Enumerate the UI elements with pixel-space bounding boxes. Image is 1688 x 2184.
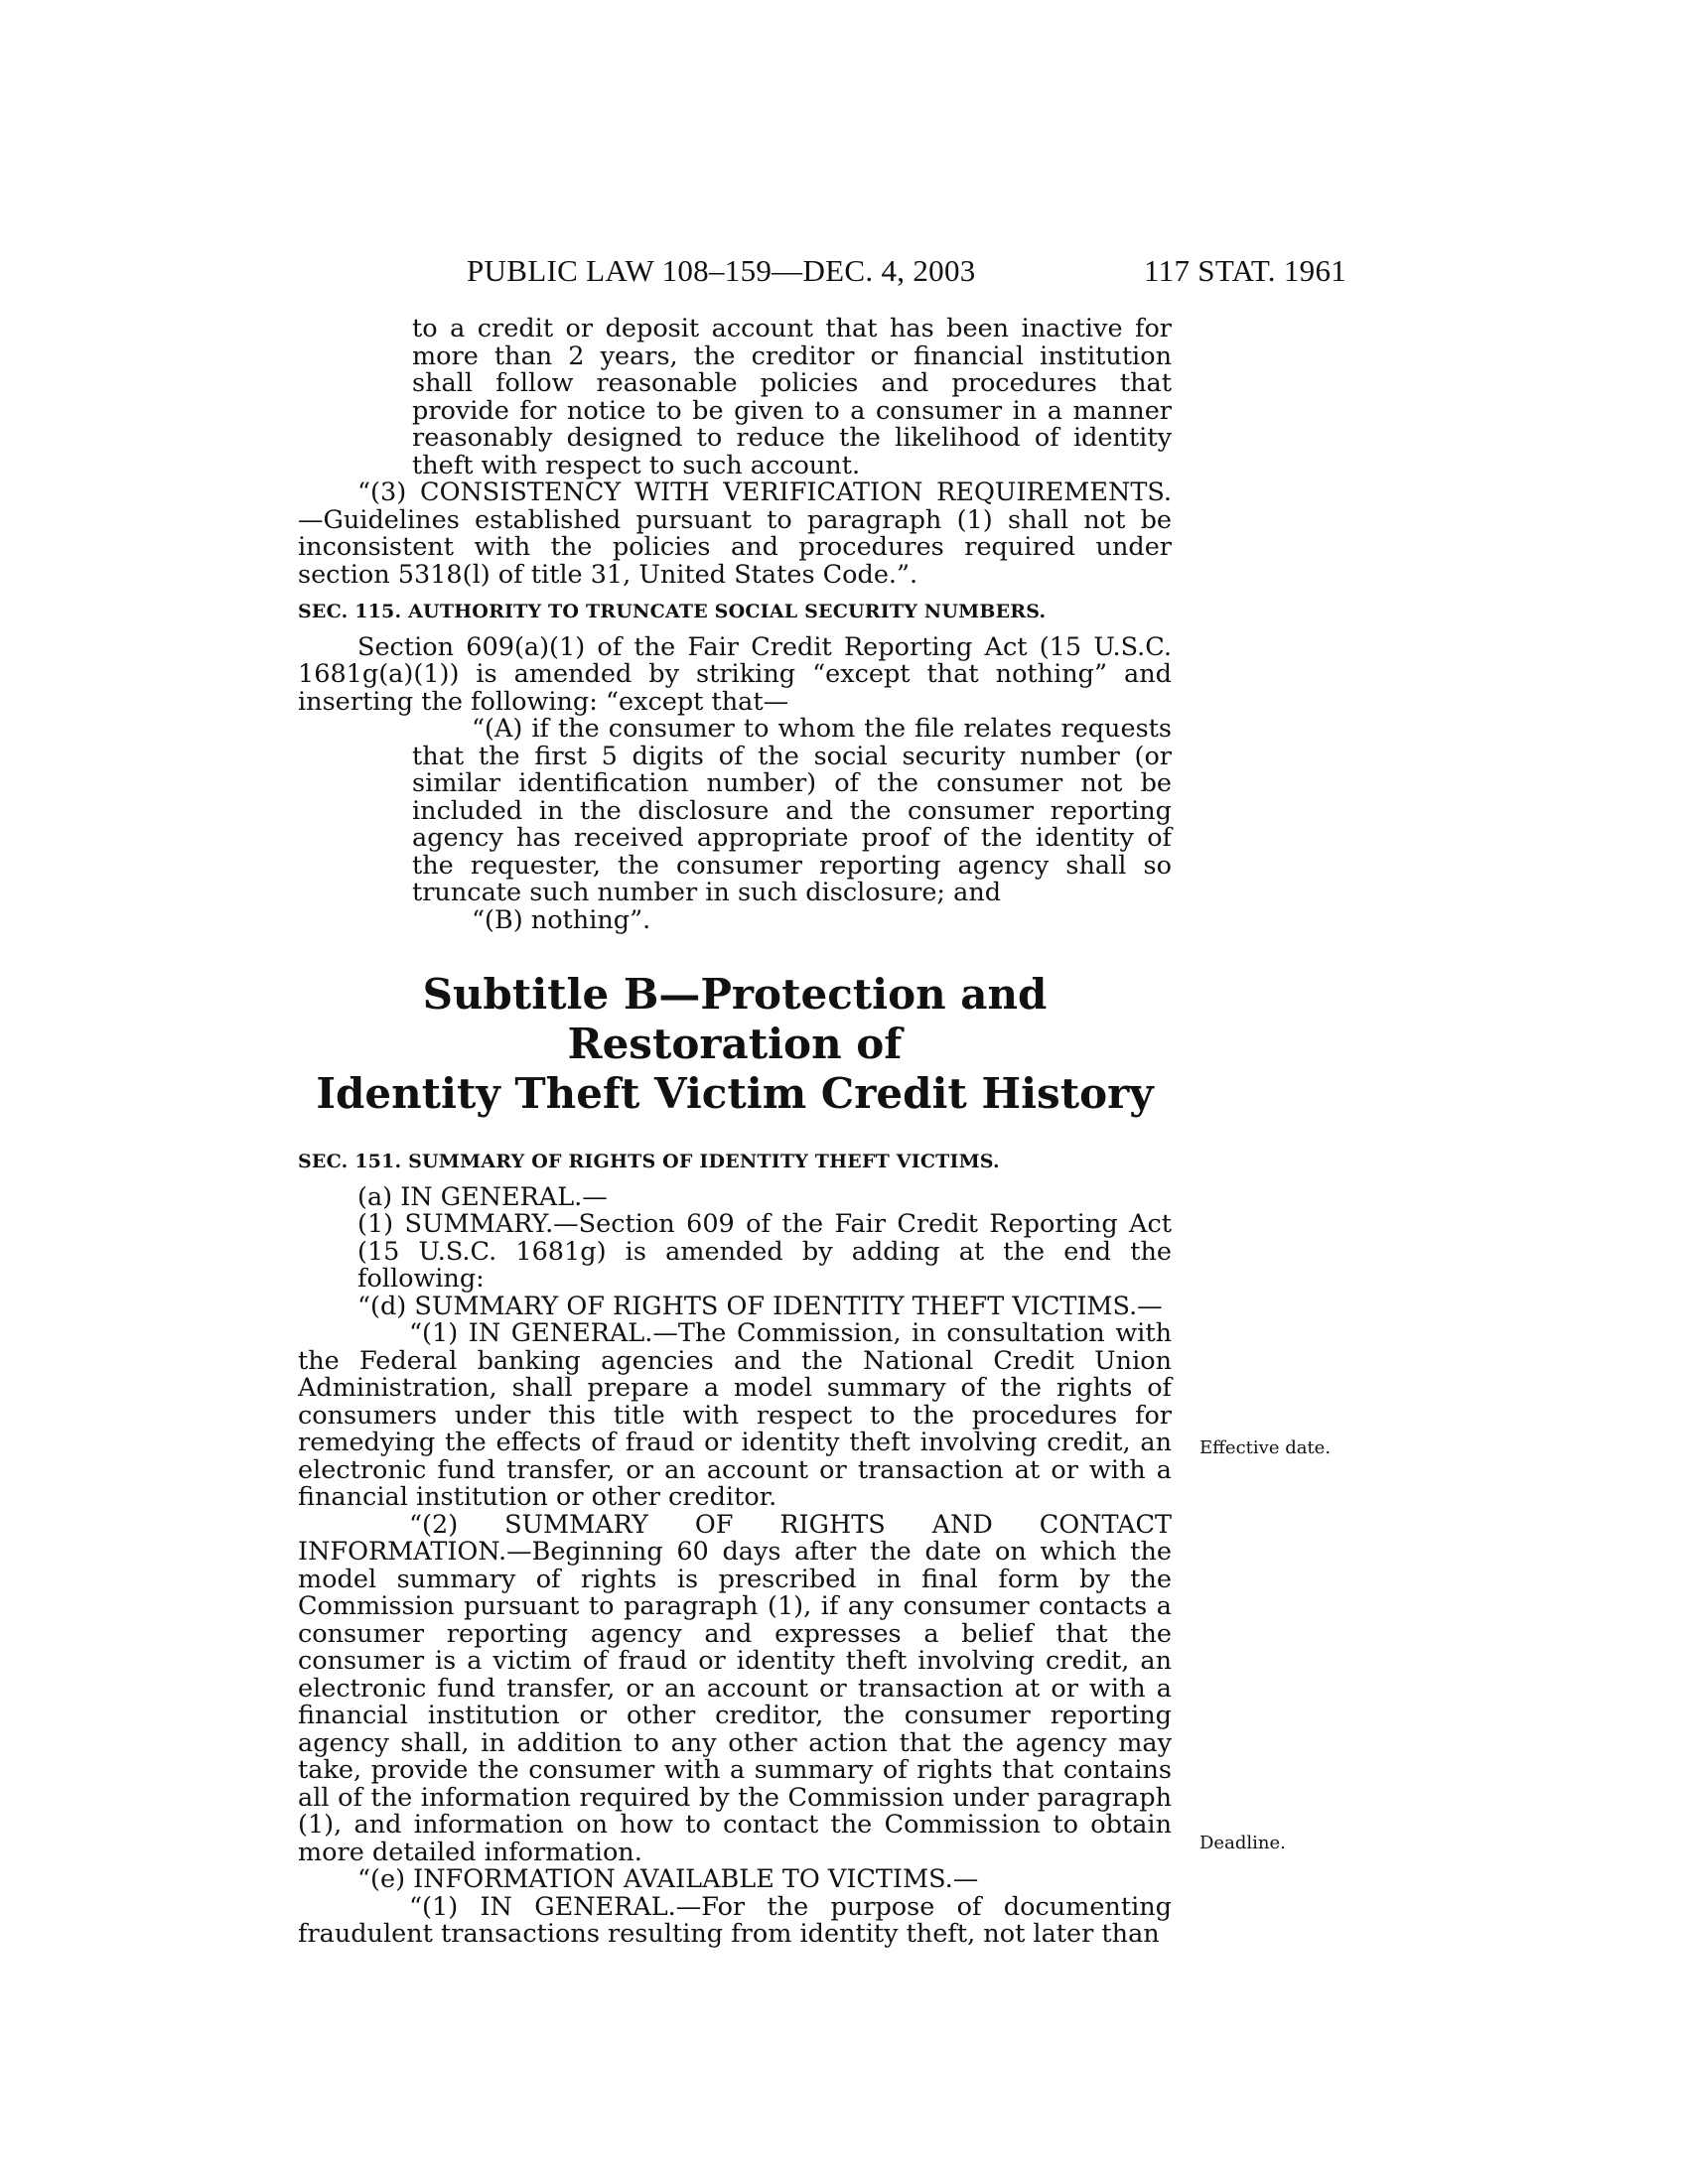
- running-head: [0, 251, 1688, 291]
- paragraph-in-general-e1: “(1) IN GENERAL.—For the purpose of documenting fraudulent transactions resulting from identity theft, not later than: [298, 1891, 1172, 1949]
- paragraph-summary-d: “(d) SUMMARY OF RIGHTS OF IDENTITY THEFT VICTIMS.—: [357, 1291, 1163, 1321]
- body-text: [298, 316, 1172, 1949]
- paragraph-clause-b: “(B) nothing”.: [472, 904, 651, 935]
- paragraph-information-e: “(e) INFORMATION AVAILABLE TO VICTIMS.—: [357, 1864, 979, 1894]
- margin-note-deadline: Deadline.: [1199, 1833, 1286, 1853]
- paragraph-consistency: “(3) CONSISTENCY WITH VERIFICATION REQUIREMENTS.—Guidelines established pursuant to paragraph (1) shall not be inconsistent with the policies and procedures required under section 5318(l) of title 31, United States Code.”.: [298, 478, 1172, 590]
- subtitle-heading: [298, 970, 1172, 1119]
- public-law-citation: PUBLIC LAW 108–159—DEC. 4, 2003: [467, 253, 976, 288]
- paragraph-continuation: to a credit or deposit account that has been inactive for more than 2 years, the creditor or financial institution shall follow reasonable policies and procedures that provide for notice to be given to a consumer in a manner reasonably designed to reduce the likelihood of identity theft with respect to such account.: [412, 314, 1172, 480]
- paragraph-in-general-d1: “(1) IN GENERAL.—The Commission, in consultation with the Federal banking agencies and the National Credit Union Administration, shall prepare a model summary of the rights of consumers under this title with respect to the procedures for remedying the effects of fraud or identity theft involving credit, an electronic fund transfer, or an account or transaction at or with a financial institution or other creditor.: [298, 1318, 1172, 1512]
- paragraph-section-609: Section 609(a)(1) of the Fair Credit Reporting Act (15 U.S.C. 1681g(a)(1)) is amended by striking “except that nothing” and inserting the following: “except that—: [298, 631, 1172, 717]
- paragraph-contact-info-d2: “(2) SUMMARY OF RIGHTS AND CONTACT INFORMATION.—Beginning 60 days after the date on which the model summary of rights is prescribed in final form by the Commission pursuant to paragraph (1), if any consumer contacts a consumer reporting agency and expresses a belief that the consumer is a victim of fraud or identity theft involving credit, an electronic fund transfer, or an account or transaction at or with a financial institution or other creditor, the consumer reporting agency shall, in addition to any other action that the agency may take, provide the consumer with a summary of rights that contains all of the information required by the Commission under paragraph (1), and information on how to contact the Commission to obtain more detailed information.: [298, 1509, 1172, 1867]
- subtitle-line-1: Subtitle B—Protection and Restoration of: [422, 970, 1048, 1068]
- paragraph-summary-1: (1) SUMMARY.—Section 609 of the Fair Credit Reporting Act (15 U.S.C. 1681g) is amended by adding at the end the following:: [357, 1209, 1172, 1294]
- margin-note-effective-date: Effective date.: [1199, 1437, 1332, 1458]
- paragraph-clause-a: “(A) if the consumer to whom the file relates requests that the first 5 digits of the social security number (or similar identification number) of the consumer not be included in the disclosure and the consumer reporting agency has received appropriate proof of the identity of the requester, the consumer reporting agency shall so truncate such number in such disclosure; and: [412, 714, 1172, 907]
- paragraph-in-general-a: (a) IN GENERAL.—: [357, 1181, 608, 1212]
- section-heading-151: SEC. 151. SUMMARY OF RIGHTS OF IDENTITY THEFT VICTIMS.: [298, 1151, 1000, 1172]
- section-heading-115: SEC. 115. AUTHORITY TO TRUNCATE SOCIAL SECURITY NUMBERS.: [298, 601, 1047, 622]
- subtitle-line-2: Identity Theft Victim Credit History: [316, 1069, 1154, 1118]
- statute-page-number: 117 STAT. 1961: [1144, 253, 1347, 288]
